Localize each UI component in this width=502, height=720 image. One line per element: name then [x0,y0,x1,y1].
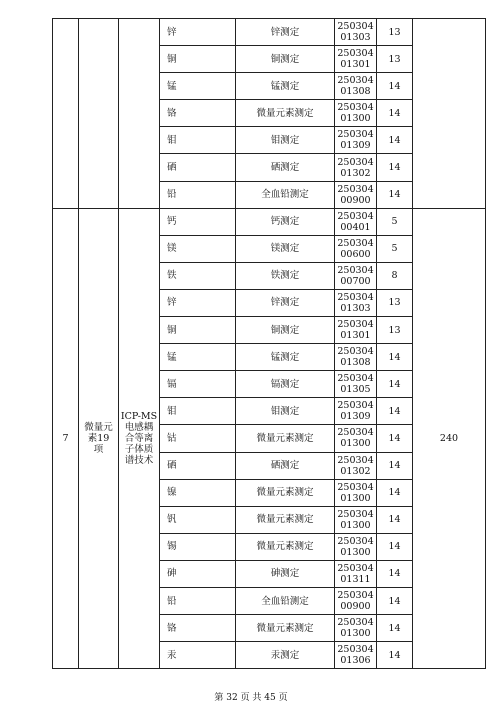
item-count: 14 [377,615,413,642]
item-count: 14 [377,587,413,614]
method-name: 钙测定 [236,208,335,235]
item-code: 250304 00401 [335,208,377,235]
method-name: 钼测定 [236,127,335,154]
item-count: 5 [377,208,413,235]
section-total: 240 [413,208,486,669]
item-count: 14 [377,344,413,371]
method-name: 铜测定 [236,46,335,73]
item-count: 13 [377,19,413,46]
item-count: 14 [377,181,413,208]
method-name: 锰测定 [236,73,335,100]
method-name: 镁测定 [236,235,335,262]
item-code: 250304 01300 [335,615,377,642]
item-count: 13 [377,317,413,344]
item-count: 14 [377,642,413,669]
section-item: 微量元 素19 项 [79,208,119,669]
method-name: 铜测定 [236,317,335,344]
table-row [53,208,486,235]
element-name: 铬 [160,100,236,127]
element-name: 锌 [160,19,236,46]
item-code: 250304 00700 [335,262,377,289]
price-table [52,18,486,669]
element-name: 硒 [160,452,236,479]
element-name: 硒 [160,154,236,181]
element-name: 钙 [160,208,236,235]
item-count: 13 [377,46,413,73]
item-code: 250304 01302 [335,452,377,479]
item-count: 14 [377,398,413,425]
item-code: 250304 00900 [335,181,377,208]
item-code: 250304 01306 [335,642,377,669]
element-name: 铁 [160,262,236,289]
element-name: 锌 [160,289,236,316]
method-name: 砷测定 [236,560,335,587]
item-code: 250304 01305 [335,371,377,398]
item-code: 250304 01302 [335,154,377,181]
item-count: 13 [377,289,413,316]
item-code: 250304 01300 [335,425,377,452]
item-count: 14 [377,533,413,560]
method-name: 微量元素测定 [236,479,335,506]
element-name: 镍 [160,479,236,506]
item-code: 250304 01300 [335,479,377,506]
item-count: 14 [377,127,413,154]
item-count: 14 [377,452,413,479]
element-name: 砷 [160,560,236,587]
method-name: 硒测定 [236,452,335,479]
item-code: 250304 01303 [335,19,377,46]
item-count: 14 [377,479,413,506]
method-name: 全血铅测定 [236,181,335,208]
table-row [53,19,486,46]
method-name: 微量元素测定 [236,615,335,642]
item-code: 250304 01300 [335,533,377,560]
item-code: 250304 01309 [335,127,377,154]
method-name: 铁测定 [236,262,335,289]
item-code: 250304 00900 [335,587,377,614]
method-name: 镉测定 [236,371,335,398]
item-count: 8 [377,262,413,289]
section-number: 7 [53,208,79,669]
element-name: 钼 [160,398,236,425]
item-count: 14 [377,154,413,181]
item-code: 250304 01311 [335,560,377,587]
element-name: 铬 [160,615,236,642]
method-name: 微量元素测定 [236,506,335,533]
cell-item [79,19,119,209]
item-count: 14 [377,425,413,452]
element-name: 铅 [160,587,236,614]
element-name: 锰 [160,73,236,100]
cell-technique [119,19,160,209]
page-footer: 第 32 页 共 45 页 [214,693,288,703]
cell-total [413,19,486,209]
element-name: 铜 [160,46,236,73]
item-code: 250304 01301 [335,317,377,344]
method-name: 微量元素测定 [236,533,335,560]
item-code: 250304 01303 [335,289,377,316]
item-code: 250304 01309 [335,398,377,425]
item-code: 250304 01308 [335,344,377,371]
element-name: 钒 [160,506,236,533]
item-code: 250304 00600 [335,235,377,262]
item-count: 5 [377,235,413,262]
element-name: 锰 [160,344,236,371]
element-name: 镁 [160,235,236,262]
section-technique: ICP-MS 电感耦 合等离 子体质 谱技术 [119,208,160,669]
element-name: 铜 [160,317,236,344]
element-name: 钴 [160,425,236,452]
item-count: 14 [377,371,413,398]
element-name: 镉 [160,371,236,398]
item-count: 14 [377,506,413,533]
item-code: 250304 01308 [335,73,377,100]
element-name: 铅 [160,181,236,208]
method-name: 锰测定 [236,344,335,371]
element-name: 钼 [160,127,236,154]
method-name: 全血铅测定 [236,587,335,614]
method-name: 钼测定 [236,398,335,425]
method-name: 锌测定 [236,289,335,316]
item-code: 250304 01300 [335,100,377,127]
item-code: 250304 01301 [335,46,377,73]
item-count: 14 [377,73,413,100]
method-name: 硒测定 [236,154,335,181]
method-name: 微量元素测定 [236,100,335,127]
element-name: 汞 [160,642,236,669]
cell-no [53,19,79,209]
element-name: 锡 [160,533,236,560]
method-name: 微量元素测定 [236,425,335,452]
method-name: 锌测定 [236,19,335,46]
item-code: 250304 01300 [335,506,377,533]
item-count: 14 [377,560,413,587]
method-name: 汞测定 [236,642,335,669]
item-count: 14 [377,100,413,127]
